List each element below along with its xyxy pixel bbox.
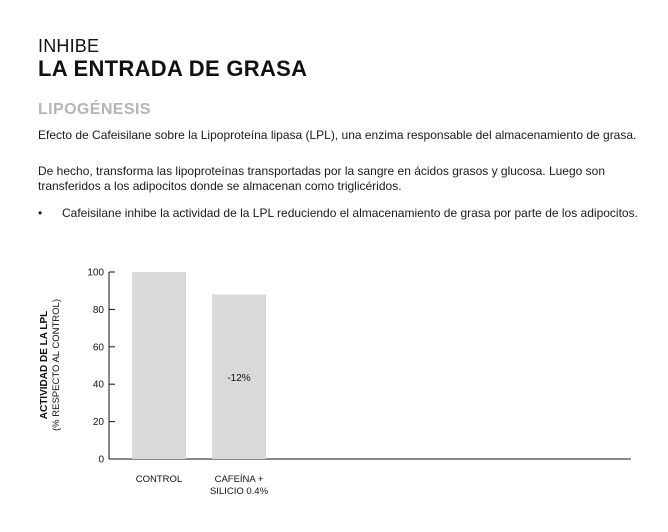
y-tick-label-40: 40 xyxy=(92,379,104,391)
bullet-text: Cafeisilane inhibe la actividad de la LPL reduciendo el almacenamiento de grasa por parte de los adipocitos. xyxy=(62,206,638,220)
bar-0 xyxy=(132,272,186,459)
x-category-label-0-0: CONTROL xyxy=(135,474,183,485)
y-tick-label-100: 100 xyxy=(87,267,104,279)
paragraph-1: Efecto de Cafeisilane sobre la Lipoproteína lipasa (LPL), una enzima responsable del almacenamiento de grasa. xyxy=(38,128,637,142)
y-tick-label-60: 60 xyxy=(92,342,104,354)
header-headline: LA ENTRADA DE GRASA xyxy=(38,56,308,81)
header-kicker: INHIBE xyxy=(38,36,100,56)
paragraph-2: De hecho, transforma las lipoproteínas transportadas por la sangre en ácidos grasos y glucosa. Luego son transferidos a los adipocitos donde se almacenan como triglicéridos. xyxy=(38,164,605,193)
y-axis-title: ACTIVIDAD DE LA LPL xyxy=(39,310,50,420)
y-tick-label-0: 0 xyxy=(98,454,104,466)
y-tick-label-20: 20 xyxy=(92,417,104,429)
section-title: LIPOGÉNESIS xyxy=(38,101,151,118)
x-category-label-1-0: CAFEÍNA + xyxy=(214,474,264,485)
bullet-marker: • xyxy=(38,206,43,220)
y-axis-subtitle: (% RESPECTO AL CONTROL) xyxy=(51,299,62,431)
x-category-label-1-1: SILICIO 0.4% xyxy=(209,486,269,497)
bar-data-label-1: -12% xyxy=(227,373,251,384)
y-tick-label-80: 80 xyxy=(92,304,104,316)
